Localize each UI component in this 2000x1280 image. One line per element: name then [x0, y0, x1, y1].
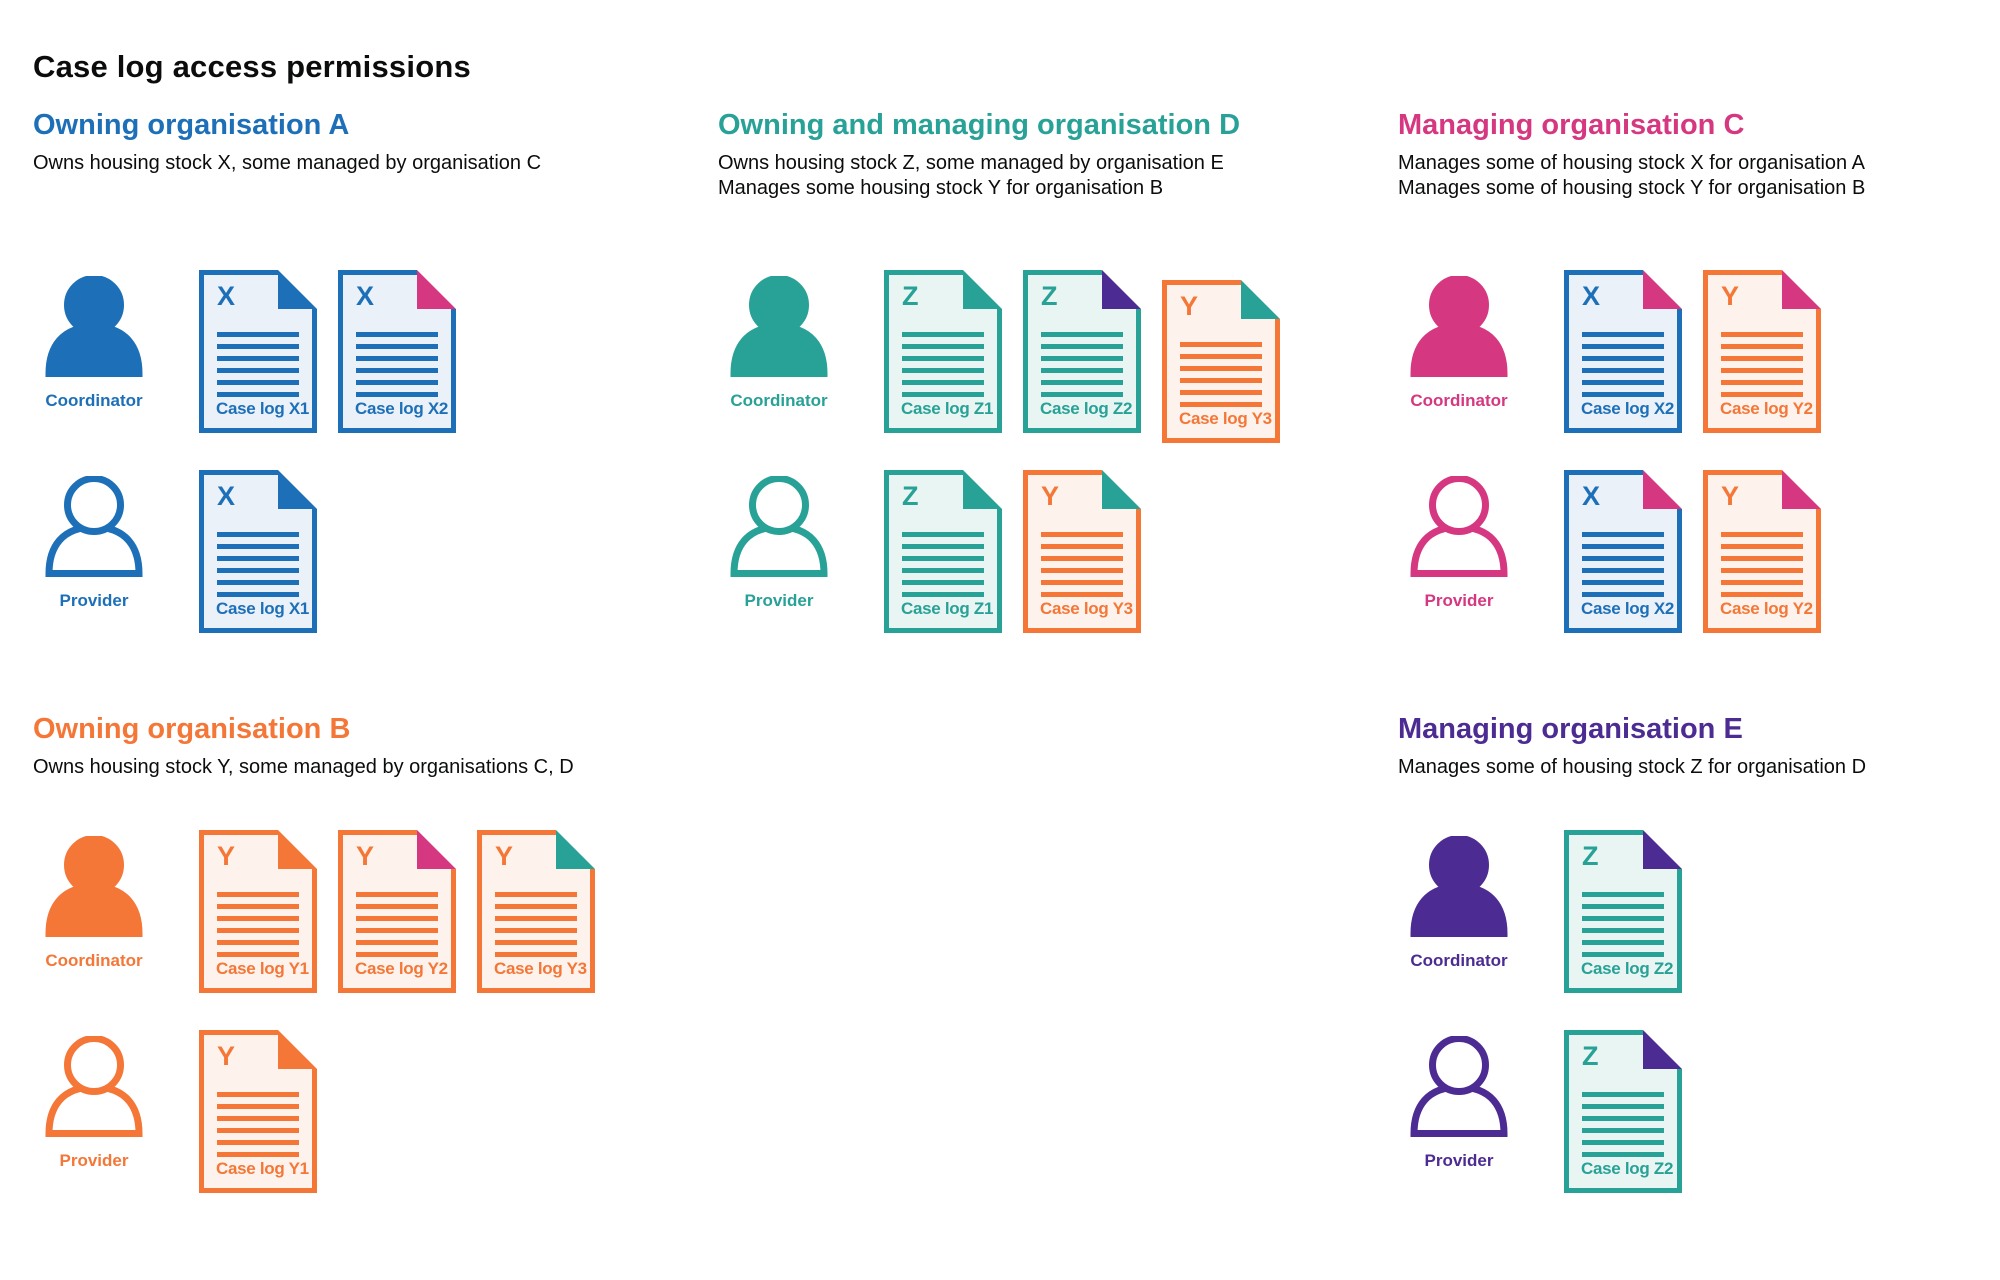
stock-letter: Y — [1180, 291, 1199, 321]
provider-label: Provider — [1424, 591, 1494, 610]
folded-corner — [1102, 270, 1141, 309]
case-log-doc — [338, 830, 456, 993]
doc-text-lines — [217, 1092, 299, 1164]
doc-text-line — [902, 580, 984, 585]
doc-text-line — [356, 940, 438, 945]
doc-text-line — [1582, 592, 1664, 597]
doc-text-lines — [356, 332, 438, 404]
section-subtitle — [33, 755, 693, 780]
coordinator-row — [33, 270, 693, 434]
doc-text-lines — [1180, 342, 1262, 414]
stock-letter: Z — [1041, 281, 1058, 311]
case-log-doc — [1703, 470, 1821, 633]
folded-corner — [278, 470, 317, 509]
case-log-label: Case log Y1 — [216, 959, 309, 978]
doc-text-line — [1041, 368, 1123, 373]
section-subtitle-line: Owns housing stock Y, some managed by organisations C, D — [33, 756, 574, 778]
doc-text-line — [1582, 1128, 1664, 1133]
doc-text-line — [356, 916, 438, 921]
case-log-label: Case log Y2 — [1720, 399, 1813, 418]
coordinator-figure — [1404, 276, 1514, 411]
case-log-label: Case log Z1 — [901, 599, 994, 618]
doc-text-line — [356, 380, 438, 385]
doc-text-line — [1582, 1116, 1664, 1121]
section-org-a — [33, 108, 693, 640]
doc-text-line — [356, 368, 438, 373]
case-log-docs — [1564, 1030, 1682, 1193]
doc-text-line — [902, 392, 984, 397]
stock-letter: Z — [902, 281, 919, 311]
person-outline-icon — [1408, 1036, 1510, 1138]
section-subtitle — [33, 151, 693, 176]
case-log-doc — [1023, 470, 1141, 633]
doc-text-line — [1180, 390, 1262, 395]
doc-text-lines — [1721, 332, 1803, 404]
doc-text-line — [495, 904, 577, 909]
stock-letter: Y — [1041, 481, 1060, 511]
case-log-docs — [199, 830, 595, 993]
doc-text-line — [356, 892, 438, 897]
doc-text-line — [356, 332, 438, 337]
doc-text-line — [1180, 378, 1262, 383]
provider-figure — [724, 476, 834, 611]
doc-text-lines — [495, 892, 577, 964]
doc-text-line — [217, 344, 299, 349]
doc-text-line — [217, 332, 299, 337]
provider-label: Provider — [59, 591, 129, 610]
case-log-label: Case log Y2 — [355, 959, 448, 978]
stock-letter: X — [1582, 481, 1601, 511]
section-subtitle — [1398, 755, 2000, 780]
doc-text-line — [1041, 532, 1123, 537]
doc-text-lines — [1041, 332, 1123, 404]
doc-text-line — [902, 332, 984, 337]
doc-text-lines — [1721, 532, 1803, 604]
provider-row — [1398, 1030, 2000, 1194]
doc-text-line — [902, 568, 984, 573]
folded-corner — [1241, 280, 1280, 319]
doc-text-line — [217, 544, 299, 549]
doc-text-line — [495, 952, 577, 957]
folded-corner — [1643, 1030, 1682, 1069]
stock-letter: X — [217, 481, 236, 511]
case-log-label: Case log Y3 — [494, 959, 587, 978]
case-log-label: Case log Y3 — [1040, 599, 1133, 618]
section-org-d — [718, 108, 1398, 640]
case-log-doc — [199, 1030, 317, 1193]
coordinator-label: Coordinator — [730, 391, 828, 410]
folded-corner — [1782, 270, 1821, 309]
doc-text-line — [1041, 592, 1123, 597]
doc-text-line — [217, 1092, 299, 1097]
folded-corner — [417, 270, 456, 309]
doc-text-line — [1582, 1092, 1664, 1097]
case-log-doc — [1564, 470, 1682, 633]
case-log-label: Case log Z2 — [1581, 1159, 1674, 1178]
stock-letter: Z — [1582, 841, 1599, 871]
doc-text-lines — [217, 532, 299, 604]
doc-text-line — [217, 1104, 299, 1109]
case-log-doc — [884, 270, 1002, 433]
doc-text-line — [217, 568, 299, 573]
doc-text-line — [1582, 916, 1664, 921]
doc-text-line — [356, 952, 438, 957]
section-title: Managing organisation E — [1398, 713, 1743, 745]
provider-figure — [39, 1036, 149, 1171]
folded-corner — [963, 470, 1002, 509]
stock-letter: X — [1582, 281, 1601, 311]
doc-text-line — [1721, 532, 1803, 537]
doc-text-lines — [217, 892, 299, 964]
provider-label: Provider — [59, 1151, 129, 1170]
doc-text-line — [495, 892, 577, 897]
provider-row — [1398, 470, 2000, 634]
doc-text-line — [1582, 1152, 1664, 1157]
doc-text-line — [356, 904, 438, 909]
stock-letter: Y — [217, 1041, 236, 1071]
doc-text-lines — [902, 532, 984, 604]
doc-text-line — [1180, 366, 1262, 371]
doc-text-line — [495, 916, 577, 921]
person-outline-icon — [1408, 476, 1510, 578]
section-title: Owning organisation B — [33, 713, 351, 745]
section-title: Owning and managing organisation D — [718, 109, 1241, 141]
doc-text-line — [1582, 568, 1664, 573]
doc-text-line — [1721, 580, 1803, 585]
case-log-docs — [199, 270, 456, 433]
doc-text-lines — [1582, 892, 1664, 964]
provider-row — [33, 1030, 693, 1194]
folded-corner — [556, 830, 595, 869]
doc-text-line — [1582, 368, 1664, 373]
case-log-docs — [884, 470, 1141, 633]
doc-text-line — [1721, 556, 1803, 561]
folded-corner — [1102, 470, 1141, 509]
doc-text-line — [217, 928, 299, 933]
stock-letter: Y — [1721, 481, 1740, 511]
case-log-docs — [199, 1030, 317, 1193]
case-log-doc — [477, 830, 595, 993]
case-log-doc — [1564, 830, 1682, 993]
doc-text-line — [217, 1116, 299, 1121]
section-subtitle — [718, 151, 1398, 201]
case-log-label: Case log Z2 — [1040, 399, 1133, 418]
person-outline-icon — [43, 476, 145, 578]
case-log-label: Case log Z1 — [901, 399, 994, 418]
doc-text-line — [217, 940, 299, 945]
provider-figure — [39, 476, 149, 611]
section-subtitle-line: Manages some of housing stock Y for organisation B — [1398, 177, 1866, 199]
doc-text-line — [1721, 368, 1803, 373]
doc-text-line — [1582, 332, 1664, 337]
case-log-label: Case log X1 — [216, 399, 310, 418]
doc-text-line — [902, 368, 984, 373]
folded-corner — [278, 830, 317, 869]
doc-text-line — [1582, 356, 1664, 361]
doc-text-line — [1041, 556, 1123, 561]
coordinator-label: Coordinator — [1410, 951, 1508, 970]
case-log-doc — [1564, 270, 1682, 433]
doc-text-line — [902, 544, 984, 549]
doc-text-lines — [902, 332, 984, 404]
person-filled-icon — [1408, 836, 1510, 938]
person-filled-icon — [43, 276, 145, 378]
person-outline-icon — [43, 1036, 145, 1138]
doc-text-line — [217, 580, 299, 585]
doc-text-line — [1041, 332, 1123, 337]
doc-text-line — [1582, 580, 1664, 585]
doc-text-line — [217, 380, 299, 385]
doc-text-line — [1041, 392, 1123, 397]
folded-corner — [278, 1030, 317, 1069]
doc-text-line — [902, 344, 984, 349]
doc-text-line — [356, 344, 438, 349]
coordinator-label: Coordinator — [45, 951, 143, 970]
doc-text-line — [217, 368, 299, 373]
doc-text-line — [217, 1140, 299, 1145]
section-subtitle-line: Owns housing stock X, some managed by organisation C — [33, 152, 542, 174]
doc-text-lines — [1582, 532, 1664, 604]
doc-text-line — [217, 952, 299, 957]
doc-text-line — [1721, 544, 1803, 549]
person-filled-icon — [1408, 276, 1510, 378]
case-log-docs — [1564, 470, 1821, 633]
doc-text-line — [1721, 392, 1803, 397]
doc-text-line — [1582, 904, 1664, 909]
case-log-label: Case log Y2 — [1720, 599, 1813, 618]
provider-figure — [1404, 1036, 1514, 1171]
coordinator-row — [1398, 830, 2000, 994]
doc-text-line — [217, 532, 299, 537]
section-subtitle-line: Manages some of housing stock X for organisation A — [1398, 152, 1865, 174]
doc-text-line — [1180, 342, 1262, 347]
case-log-doc — [1023, 270, 1141, 433]
doc-text-lines — [1582, 1092, 1664, 1164]
section-subtitle-line: Manages some of housing stock Z for organisation D — [1398, 756, 1867, 778]
doc-text-line — [902, 356, 984, 361]
doc-text-lines — [356, 892, 438, 964]
doc-text-line — [1041, 544, 1123, 549]
doc-text-line — [356, 928, 438, 933]
case-log-label: Case log Y1 — [216, 1159, 309, 1178]
doc-text-line — [1582, 556, 1664, 561]
doc-text-line — [217, 356, 299, 361]
case-log-label: Case log X2 — [355, 399, 449, 418]
stock-letter: Y — [1721, 281, 1740, 311]
stock-letter: Z — [902, 481, 919, 511]
case-log-doc — [1564, 1030, 1682, 1193]
case-log-label: Case log X2 — [1581, 399, 1675, 418]
section-subtitle — [1398, 151, 2000, 201]
case-log-doc — [338, 270, 456, 433]
case-log-label: Case log X2 — [1581, 599, 1675, 618]
case-log-doc — [1162, 280, 1280, 443]
doc-text-line — [902, 380, 984, 385]
provider-row — [33, 470, 693, 634]
doc-text-line — [356, 392, 438, 397]
doc-text-line — [495, 940, 577, 945]
case-log-doc — [199, 270, 317, 433]
section-title: Managing organisation C — [1398, 109, 1745, 141]
stock-letter: X — [356, 281, 375, 311]
doc-text-line — [217, 556, 299, 561]
folded-corner — [1782, 470, 1821, 509]
section-org-b — [33, 712, 693, 1200]
section-subtitle-line: Owns housing stock Z, some managed by organisation E — [718, 152, 1224, 174]
folded-corner — [278, 270, 317, 309]
case-log-label: Case log X1 — [216, 599, 310, 618]
stock-letter: Y — [217, 841, 236, 871]
doc-text-line — [217, 1128, 299, 1133]
doc-text-line — [217, 592, 299, 597]
provider-label: Provider — [1424, 1151, 1494, 1170]
case-log-label: Case log Z2 — [1581, 959, 1674, 978]
doc-text-line — [1721, 380, 1803, 385]
section-org-c — [1398, 108, 2000, 640]
case-log-docs — [884, 270, 1280, 433]
doc-text-line — [1721, 592, 1803, 597]
folded-corner — [1643, 270, 1682, 309]
coordinator-figure — [39, 836, 149, 971]
stock-letter: Y — [495, 841, 514, 871]
doc-text-line — [1041, 380, 1123, 385]
doc-text-line — [1721, 568, 1803, 573]
doc-text-line — [1582, 380, 1664, 385]
doc-text-line — [1041, 568, 1123, 573]
doc-text-line — [902, 592, 984, 597]
case-log-label: Case log Y3 — [1179, 409, 1272, 428]
doc-text-line — [1180, 354, 1262, 359]
section-title: Owning organisation A — [33, 109, 350, 141]
doc-text-lines — [1041, 532, 1123, 604]
folded-corner — [1643, 470, 1682, 509]
section-org-e — [1398, 712, 2000, 1200]
doc-text-line — [902, 556, 984, 561]
doc-text-lines — [1582, 332, 1664, 404]
doc-text-line — [1582, 892, 1664, 897]
stock-letter: Z — [1582, 1041, 1599, 1071]
page-title: Case log access permissions — [33, 48, 471, 84]
doc-text-line — [217, 1152, 299, 1157]
doc-text-line — [217, 904, 299, 909]
doc-text-line — [217, 392, 299, 397]
person-filled-icon — [728, 276, 830, 378]
case-log-doc — [1703, 270, 1821, 433]
case-log-doc — [199, 470, 317, 633]
stock-letter: Y — [356, 841, 375, 871]
doc-text-line — [1582, 940, 1664, 945]
coordinator-label: Coordinator — [1410, 391, 1508, 410]
doc-text-line — [1582, 1104, 1664, 1109]
doc-text-lines — [217, 332, 299, 404]
folded-corner — [1643, 830, 1682, 869]
doc-text-line — [1041, 580, 1123, 585]
coordinator-row — [718, 270, 1398, 434]
doc-text-line — [1582, 1140, 1664, 1145]
person-filled-icon — [43, 836, 145, 938]
case-log-docs — [199, 470, 317, 633]
coordinator-row — [33, 830, 693, 994]
section-subtitle-line: Manages some housing stock Y for organisation B — [718, 177, 1164, 199]
doc-text-line — [1582, 952, 1664, 957]
case-log-doc — [199, 830, 317, 993]
stock-letter: X — [217, 281, 236, 311]
doc-text-line — [1582, 344, 1664, 349]
doc-text-line — [1721, 332, 1803, 337]
doc-text-line — [1582, 392, 1664, 397]
provider-row — [718, 470, 1398, 634]
doc-text-line — [1721, 344, 1803, 349]
doc-text-line — [1041, 356, 1123, 361]
doc-text-line — [495, 928, 577, 933]
person-outline-icon — [728, 476, 830, 578]
folded-corner — [417, 830, 456, 869]
doc-text-line — [1582, 544, 1664, 549]
coordinator-row — [1398, 270, 2000, 434]
case-log-doc — [884, 470, 1002, 633]
doc-text-line — [356, 356, 438, 361]
doc-text-line — [1582, 532, 1664, 537]
provider-label: Provider — [744, 591, 814, 610]
folded-corner — [963, 270, 1002, 309]
case-log-docs — [1564, 830, 1682, 993]
coordinator-figure — [724, 276, 834, 411]
doc-text-line — [1041, 344, 1123, 349]
doc-text-line — [217, 916, 299, 921]
provider-figure — [1404, 476, 1514, 611]
doc-text-line — [1721, 356, 1803, 361]
doc-text-line — [217, 892, 299, 897]
doc-text-line — [902, 532, 984, 537]
doc-text-line — [1582, 928, 1664, 933]
coordinator-figure — [39, 276, 149, 411]
doc-text-line — [1180, 402, 1262, 407]
coordinator-figure — [1404, 836, 1514, 971]
coordinator-label: Coordinator — [45, 391, 143, 410]
case-log-docs — [1564, 270, 1821, 433]
